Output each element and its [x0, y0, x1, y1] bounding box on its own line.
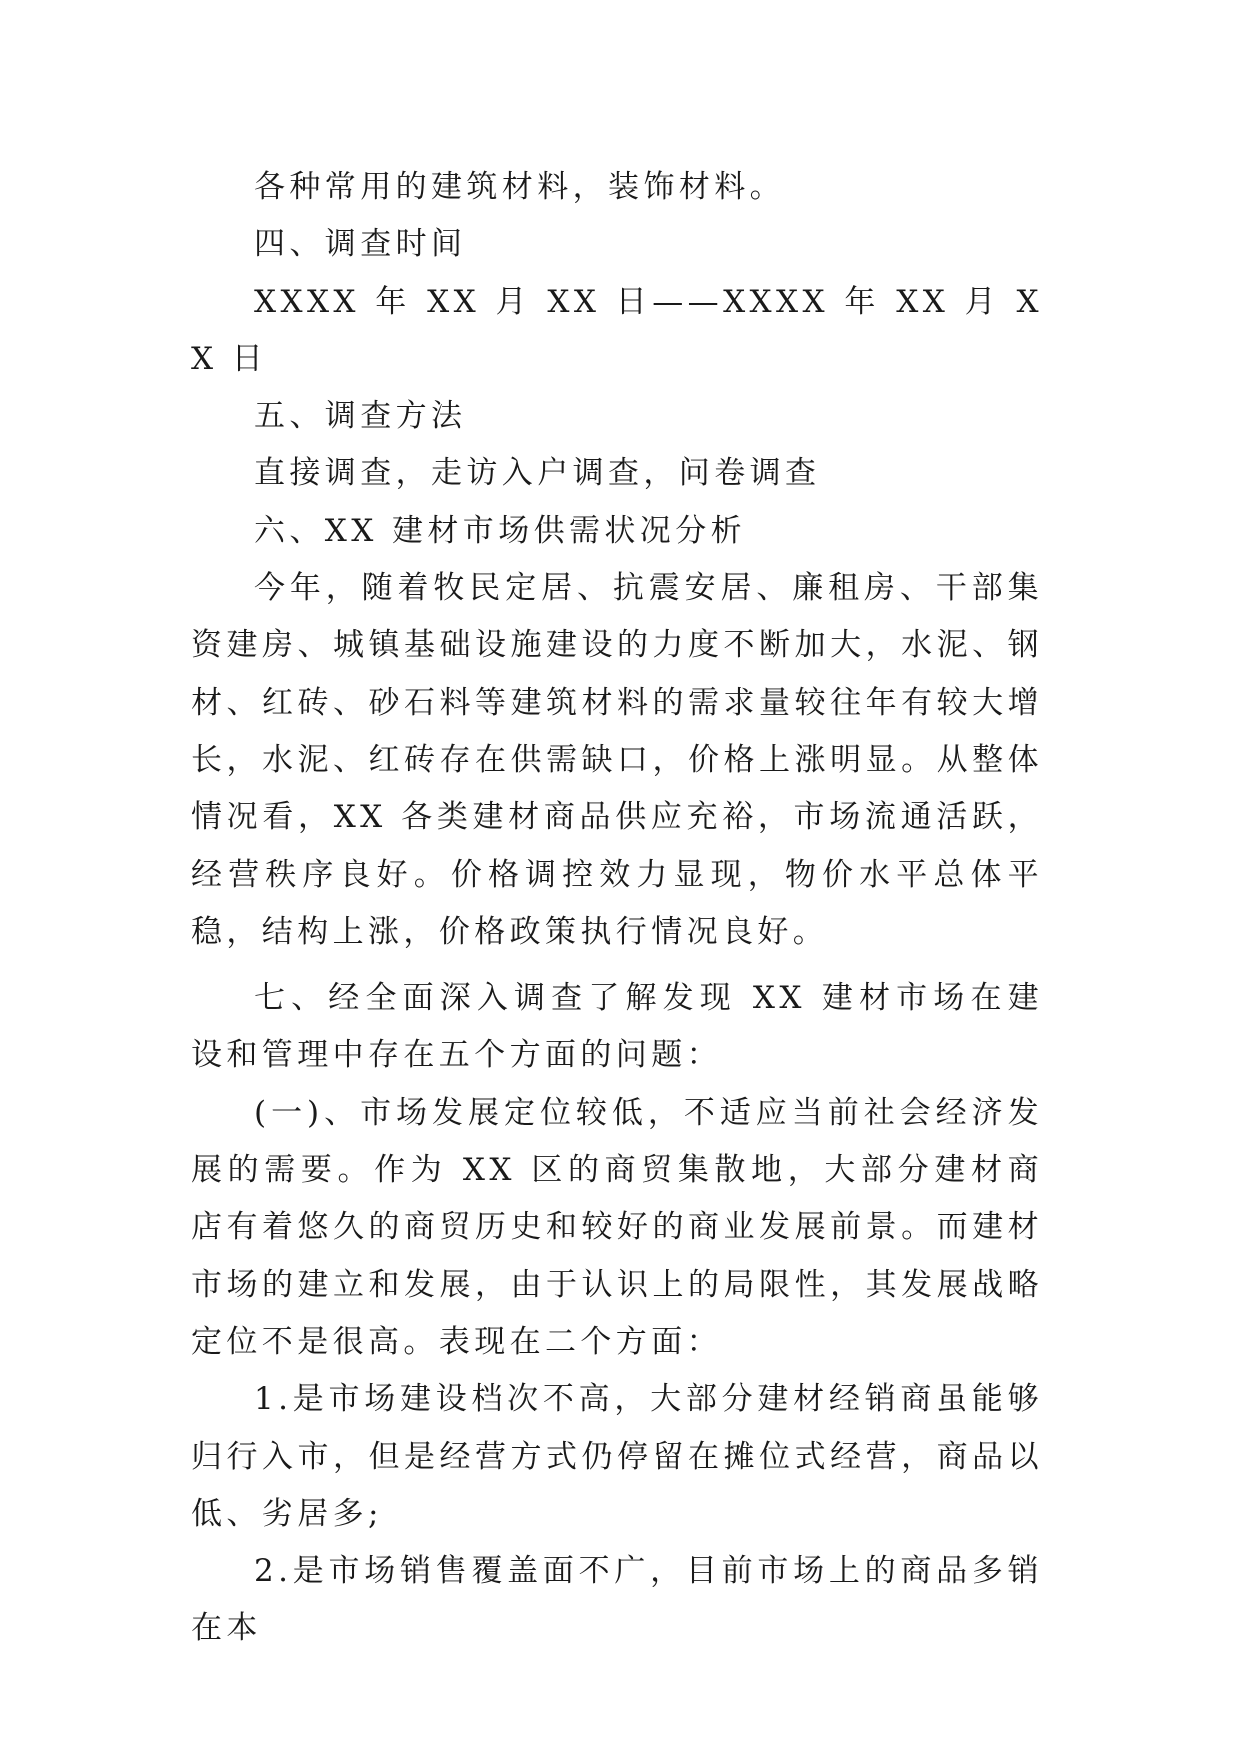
heading-five-problems: 七、经全面深入调查了解发现 XX 建材市场在建设和管理中存在五个方面的问题：: [191, 980, 1043, 1074]
document-body: [191, 159, 1043, 1658]
paragraph-building-materials: 各种常用的建筑材料，装饰材料。: [254, 169, 785, 205]
list-item-2: 2.是市场销售覆盖面不广，目前市场上的商品多销在本: [191, 1553, 1043, 1647]
heading-supply-demand-analysis: 六、XX 建材市场供需状况分析: [254, 512, 746, 549]
paragraph-problem-one: (一)、市场发展定位较低，不适应当前社会经济发展的需要。作为 XX 区的商贸集散地，大部分建材商店有着悠久的商贸历史和较好的商业发展前景。而建材市场的建立和发展，由于认识上的局限性，其发展战略定位不是很高。表现在二个方面：: [191, 1094, 1043, 1360]
heading-survey-method: 五、调查方法: [254, 398, 467, 435]
paragraph-survey-dates: XXXX 年 XX 月 XX 日——XXXX 年 XX 月 XX 日: [191, 283, 1043, 377]
paragraph-survey-methods: 直接调查，走访入户调查，问卷调查: [254, 455, 821, 492]
heading-survey-time: 四、调查时间: [254, 226, 467, 263]
list-item-1: 1.是市场建设档次不高，大部分建材经销商虽能够归行入市，但是经营方式仍停留在摊位式经营，商品以低、劣居多;: [191, 1381, 1043, 1532]
paragraph-supply-demand: 今年，随着牧民定居、抗震安居、廉租房、干部集资建房、城镇基础设施建设的力度不断加大，水泥、钢材、红砖、砂石料等建筑材料的需求量较往年有较大增长，水泥、红砖存在供需缺口，价格上涨明显。从整体情况看，XX 各类建材商品供应充裕，市场流通活跃，经营秩序良好。价格调控效力显现，物价水平总体平稳，结构上涨，价格政策执行情况良好。: [191, 570, 1043, 950]
